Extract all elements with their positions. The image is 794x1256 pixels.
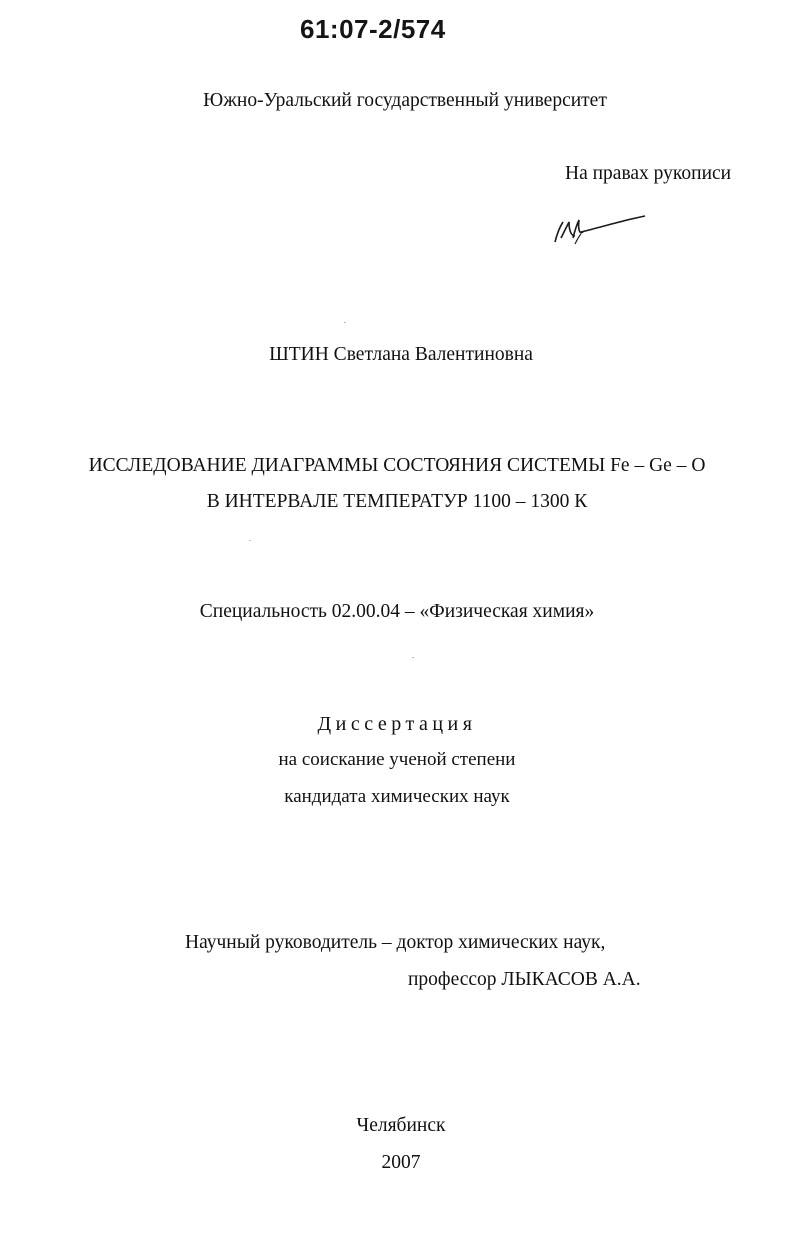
- dissertation-degree-line-1: на соискание ученой степени: [278, 749, 516, 770]
- supervisor-line-2: профессор ЛЫКАСОВ А.А.: [408, 969, 641, 990]
- catalog-number: 61:07-2/574: [300, 14, 446, 44]
- manuscript-rights-note: На правах рукописи: [565, 163, 732, 184]
- signature-graphic: [545, 208, 655, 252]
- scan-speck: [249, 540, 251, 541]
- author-name: ШТИН Светлана Валентиновна: [269, 344, 533, 365]
- scan-speck: [412, 657, 414, 658]
- specialty: Специальность 02.00.04 – «Физическая химия»: [199, 601, 595, 622]
- dissertation-degree-line-2: кандидата химических наук: [284, 786, 510, 807]
- year: 2007: [381, 1152, 421, 1173]
- thesis-title-line-2: В ИНТЕРВАЛЕ ТЕМПЕРАТУР 1100 – 1300 К: [206, 491, 588, 512]
- university-name: Южно-Уральский государственный университет: [203, 90, 607, 111]
- dissertation-label: Диссертация: [317, 713, 477, 735]
- thesis-title-line-1: ИССЛЕДОВАНИЕ ДИАГРАММЫ СОСТОЯНИЯ СИСТЕМЫ Fe – Ge – O: [88, 455, 706, 476]
- city: Челябинск: [356, 1115, 446, 1136]
- supervisor-line-1: Научный руководитель – доктор химических наук,: [185, 932, 606, 953]
- scan-speck: [344, 322, 346, 323]
